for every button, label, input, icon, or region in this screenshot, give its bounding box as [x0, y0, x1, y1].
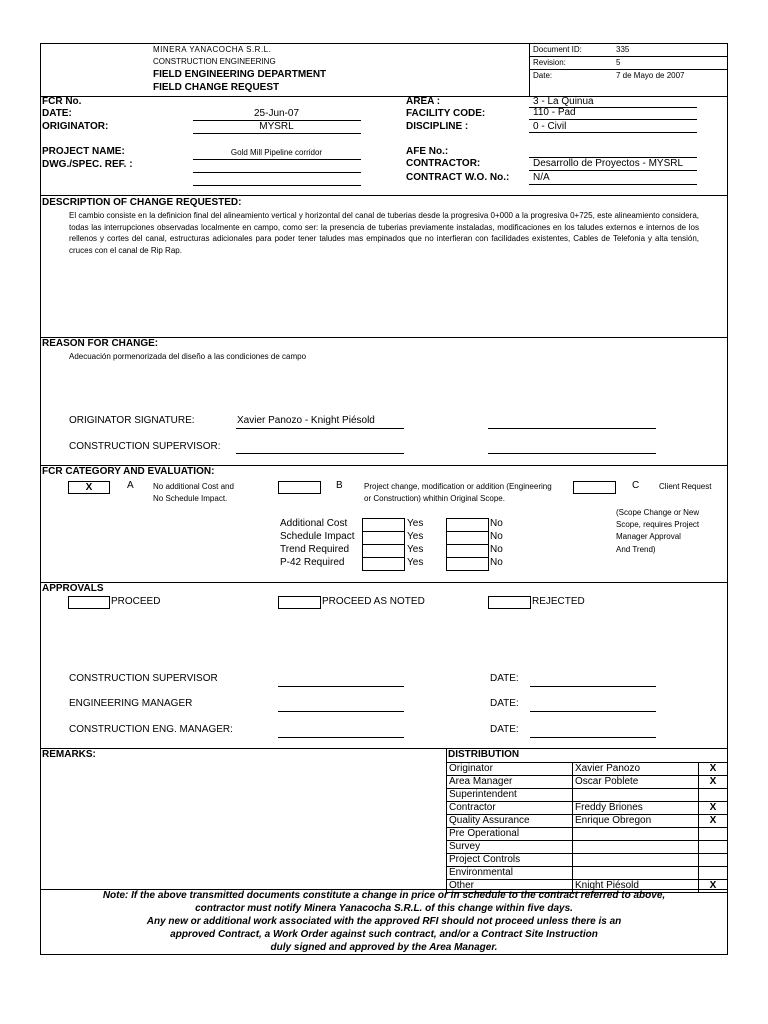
grid-line — [362, 557, 405, 558]
distribution-mark[interactable]: X — [699, 776, 728, 789]
facility-code-label: FACILITY CODE: — [406, 108, 486, 119]
department-name: FIELD ENGINEERING DEPARTMENT — [153, 69, 327, 80]
approval-date-line — [530, 711, 656, 712]
header-bottom-line — [40, 96, 728, 97]
distribution-name — [573, 828, 699, 841]
facility-code-value[interactable]: 110 - Pad — [533, 107, 576, 118]
reason-title: REASON FOR CHANGE: — [42, 338, 159, 349]
proceed-label: PROCEED — [111, 596, 161, 607]
afe-label: AFE No.: — [406, 146, 449, 157]
yes-label: Yes — [407, 557, 424, 568]
facility-underline — [529, 119, 697, 120]
contractor-value[interactable]: Desarrollo de Proyectos - MYSRL — [533, 158, 684, 169]
section-divider — [40, 582, 728, 583]
category-a-checkbox[interactable]: X — [68, 481, 110, 494]
distribution-name: Enrique Obregon — [573, 815, 699, 828]
no-label: No — [490, 531, 503, 542]
approvals-title: APPROVALS — [42, 583, 104, 594]
note-line: duly signed and approved by the Area Manager. — [270, 942, 498, 953]
dwg-underline — [193, 172, 361, 173]
division-name: CONSTRUCTION ENGINEERING — [153, 57, 276, 66]
contract-wo-value[interactable]: N/A — [533, 172, 550, 183]
company-name: MINERA YANACOCHA S.R.L. — [153, 45, 272, 54]
approval-date-line — [530, 686, 656, 687]
rejected-checkbox[interactable] — [488, 596, 531, 609]
table-row — [447, 815, 728, 828]
distribution-role: Pre Operational — [447, 828, 573, 841]
no-label: No — [490, 557, 503, 568]
table-row — [447, 789, 728, 802]
grid-line — [362, 531, 405, 532]
header-row-line — [529, 56, 728, 57]
area-value[interactable]: 3 - La Quinua — [533, 96, 594, 107]
category-c-note: Manager Approval — [616, 532, 681, 541]
revision-label: Revision: — [533, 58, 566, 67]
approval-date-line — [530, 737, 656, 738]
project-name-underline — [193, 159, 361, 160]
distribution-mark[interactable] — [699, 854, 728, 867]
distribution-name: Oscar Poblete — [573, 776, 699, 789]
category-c-checkbox[interactable] — [573, 481, 616, 494]
fcr-no-label: FCR No. — [42, 96, 82, 107]
grid-line — [446, 531, 489, 532]
originator-signature-label: ORIGINATOR SIGNATURE: — [69, 415, 195, 426]
area-label: AREA : — [406, 96, 441, 107]
table-row — [447, 854, 728, 867]
contract-wo-label: CONTRACT W.O. No.: — [406, 172, 510, 183]
distribution-name — [573, 841, 699, 854]
project-name-value[interactable]: Gold Mill Pipeline corridor — [230, 148, 323, 157]
reason-text[interactable]: Adecuación pormenorizada del diseño a las condiciones de campo — [69, 352, 307, 361]
category-c-note: (Scope Change or New — [616, 508, 700, 517]
construction-supervisor-label: CONSTRUCTION SUPERVISOR: — [69, 441, 221, 452]
category-title: FCR CATEGORY AND EVALUATION: — [42, 466, 215, 477]
category-a-text: No additional Cost and — [153, 482, 234, 491]
category-b-checkbox[interactable] — [278, 481, 321, 494]
approval-date-label: DATE: — [490, 724, 519, 735]
approval-date-label: DATE: — [490, 673, 519, 684]
distribution-name: Freddy Briones — [573, 802, 699, 815]
grid-line — [446, 544, 489, 545]
distribution-mark[interactable]: X — [699, 802, 728, 815]
proceed-checkbox[interactable] — [68, 596, 110, 609]
header-row-line — [529, 69, 728, 70]
distribution-role: Survey — [447, 841, 573, 854]
grid-line — [362, 544, 405, 545]
no-label: No — [490, 518, 503, 529]
distribution-mark[interactable] — [699, 867, 728, 880]
category-c-text: Client Request — [659, 482, 712, 491]
category-b-text: or Construction) whithin Original Scope. — [364, 494, 505, 503]
dwg-underline — [193, 185, 361, 186]
table-row — [447, 776, 728, 789]
distribution-mark[interactable]: X — [699, 763, 728, 776]
approval-construction-supervisor-label: CONSTRUCTION SUPERVISOR — [69, 673, 218, 684]
section-divider — [40, 195, 728, 196]
distribution-role: Area Manager — [447, 776, 573, 789]
distribution-mark[interactable]: X — [699, 880, 728, 893]
discipline-label: DISCIPLINE : — [406, 121, 469, 132]
distribution-name — [573, 789, 699, 802]
approval-date-label: DATE: — [490, 698, 519, 709]
distribution-name: Knight Piésold — [573, 880, 699, 893]
supervisor-date-underline — [488, 453, 656, 454]
doc-id-value: 335 — [616, 45, 630, 54]
table-row — [447, 867, 728, 880]
form-title: FIELD CHANGE REQUEST — [153, 82, 280, 93]
description-text[interactable]: El cambio consiste en la definicion final del alineamiento vertical y horizontal del canal de tuberias desde la progresiva 0+000 a la progresiva 0+725, este alineamiento considera, todas las interrupciones observadas localmente en campo, como ser: la presencia de tuberias previamente instaladas, modificaciones en los taludes externos e internos de los rellenos y cortes del canal, estructuras adicionales para poder tener taludes mas empinados que no interfieran con facilidades existentes, Cables de Telefonia y alta tensión, cruces con el canal de Rip Rap. — [69, 211, 699, 255]
legal-note — [40, 889, 728, 954]
note-line: contractor must notify Minera Yanacocha S.R.L. of this change within five days. — [195, 903, 573, 914]
eval-row-label: Trend Required — [280, 544, 350, 555]
category-c-note: Scope, requires Project — [616, 520, 700, 529]
discipline-value[interactable]: 0 - Civil — [533, 121, 567, 132]
eval-row-label: Additional Cost — [280, 518, 348, 529]
no-label: No — [490, 544, 503, 555]
signature-underline — [236, 428, 404, 429]
rejected-label: REJECTED — [532, 596, 585, 607]
approval-signature-line — [278, 711, 404, 712]
engineering-manager-label: ENGINEERING MANAGER — [69, 698, 193, 709]
distribution-role: Contractor — [447, 802, 573, 815]
contractor-label: CONTRACTOR: — [406, 158, 481, 169]
note-line: approved Contract, a Work Order against such contract, and/or a Contract Site Instruction — [170, 929, 598, 940]
project-name-label: PROJECT NAME: — [42, 146, 125, 157]
grid-line — [446, 557, 489, 558]
yes-label: Yes — [407, 531, 424, 542]
proceed-as-noted-checkbox[interactable] — [278, 596, 321, 609]
date-label: DATE: — [42, 108, 72, 119]
eval-row-label: Schedule Impact — [280, 531, 355, 542]
approval-signature-line — [278, 737, 404, 738]
date-value[interactable]: 25-Jun-07 — [253, 108, 300, 119]
distribution-role: Originator — [447, 763, 573, 776]
discipline-underline — [529, 132, 697, 133]
contract-wo-underline — [529, 184, 697, 185]
category-c-note: And Trend) — [616, 545, 656, 554]
category-b-letter: B — [336, 480, 343, 491]
distribution-role: Quality Assurance — [447, 815, 573, 828]
construction-eng-manager-label: CONSTRUCTION ENG. MANAGER: — [69, 724, 233, 735]
supervisor-underline — [236, 453, 404, 454]
doc-id-label: Document ID: — [533, 45, 582, 54]
distribution-role: Other — [447, 880, 573, 893]
category-a-text: No Schedule Impact. — [153, 494, 228, 503]
table-row — [447, 802, 728, 815]
header-date-label: Date: — [533, 71, 553, 80]
originator-underline — [193, 133, 361, 134]
distribution-mark[interactable] — [699, 841, 728, 854]
contractor-underline — [529, 170, 697, 171]
description-title: DESCRIPTION OF CHANGE REQUESTED: — [42, 197, 242, 208]
distribution-mark[interactable] — [699, 828, 728, 841]
yes-label: Yes — [407, 518, 424, 529]
originator-label: ORIGINATOR: — [42, 121, 109, 132]
distribution-name: Xavier Panozo — [573, 763, 699, 776]
table-row — [447, 763, 728, 776]
approval-signature-line — [278, 686, 404, 687]
distribution-role: Environmental — [447, 867, 573, 880]
originator-value[interactable]: MYSRL — [259, 121, 294, 132]
distribution-role: Superintendent — [447, 789, 573, 802]
eval-row-label: P-42 Required — [280, 557, 345, 568]
header-date-value: 7 de Mayo de 2007 — [616, 71, 685, 80]
distribution-name — [573, 854, 699, 867]
remarks-title: REMARKS: — [42, 749, 96, 760]
yes-label: Yes — [407, 544, 424, 555]
revision-value: 5 — [616, 58, 621, 67]
category-b-text: Project change, modification or addition (Engineering — [364, 482, 552, 491]
distribution-role: Project Controls — [447, 854, 573, 867]
note-line: Any new or additional work associated with the approved RFI should not proceed unless there is an — [146, 916, 622, 927]
signature-date-underline — [488, 428, 656, 429]
section-divider — [40, 748, 728, 749]
distribution-mark[interactable] — [699, 789, 728, 802]
distribution-mark[interactable]: X — [699, 815, 728, 828]
proceed-as-noted-label: PROCEED AS NOTED — [322, 596, 425, 607]
table-row — [447, 828, 728, 841]
category-a-letter: A — [127, 480, 134, 491]
originator-signature-value[interactable]: Xavier Panozo - Knight Piésold — [237, 415, 375, 426]
category-c-letter: C — [632, 480, 640, 491]
distribution-table — [446, 762, 728, 893]
distribution-title: DISTRIBUTION — [448, 749, 520, 760]
distribution-name — [573, 867, 699, 880]
table-row — [447, 841, 728, 854]
dwg-spec-label: DWG./SPEC. REF. : — [42, 159, 133, 170]
note-line: Note: If the above transmitted documents constitute a change in price or in schedule to the contract referred to above, — [102, 890, 666, 901]
